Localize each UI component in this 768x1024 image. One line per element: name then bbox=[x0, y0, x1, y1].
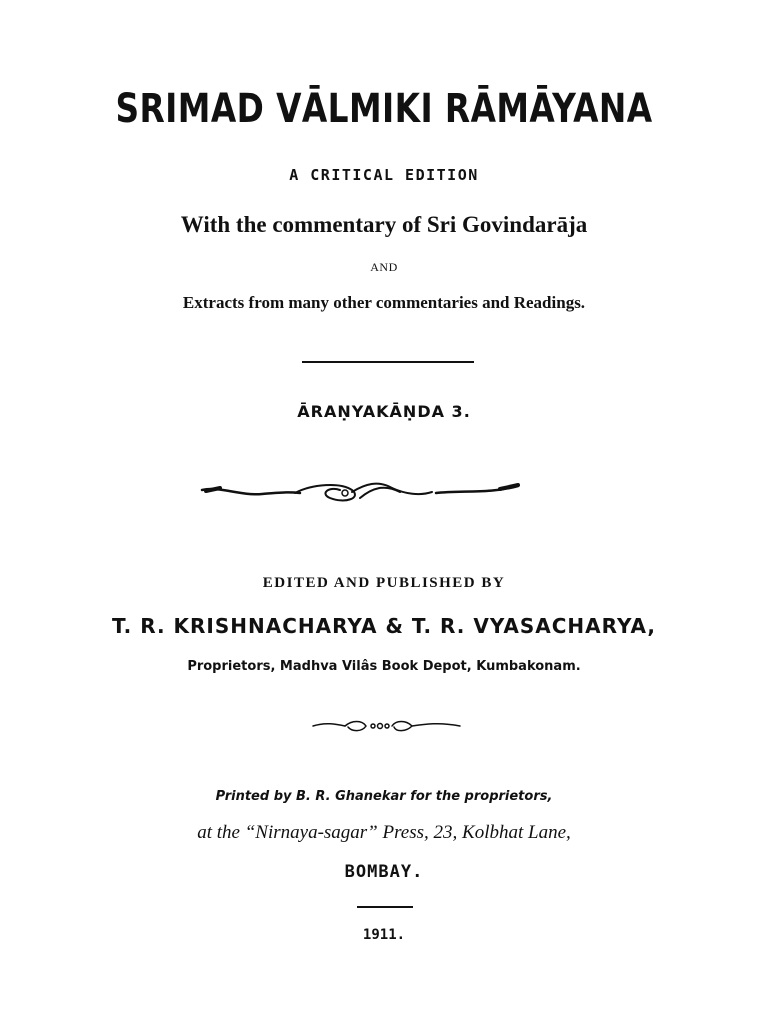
edited-by-line: EDITED AND PUBLISHED BY bbox=[262, 575, 506, 591]
divider-rule-upper bbox=[302, 361, 474, 363]
editors-names: T. R. KRISHNACHARYA & T. R. VYASACHARYA, bbox=[112, 614, 656, 638]
publication-year: 1911. bbox=[362, 927, 406, 943]
publication-city: BOMBAY. bbox=[344, 862, 424, 882]
and-connector: AND bbox=[370, 260, 398, 274]
commentary-line: With the commentary of Sri Govindarāja bbox=[180, 212, 588, 237]
book-title: SRIMAD VĀLMIKI RĀMĀYANA bbox=[115, 86, 653, 132]
divider-rule-lower bbox=[357, 906, 413, 908]
scroll-ornament-icon bbox=[0, 474, 768, 510]
edition-subtitle: A CRITICAL EDITION bbox=[289, 166, 479, 184]
small-scroll-ornament-icon bbox=[0, 714, 768, 736]
printer-line: Printed by B. R. Ghanekar for the proprietors, bbox=[215, 789, 553, 804]
press-address: at the “Nirnaya-sagar” Press, 23, Kolbhat Lane, bbox=[197, 822, 571, 843]
kanda-heading: ĀRAṆYAKĀṆDA 3. bbox=[297, 402, 471, 421]
extracts-line: Extracts from many other commentaries and Readings. bbox=[182, 293, 586, 312]
proprietors-line: Proprietors, Madhva Vilâs Book Depot, Kumbakonam. bbox=[187, 659, 581, 674]
